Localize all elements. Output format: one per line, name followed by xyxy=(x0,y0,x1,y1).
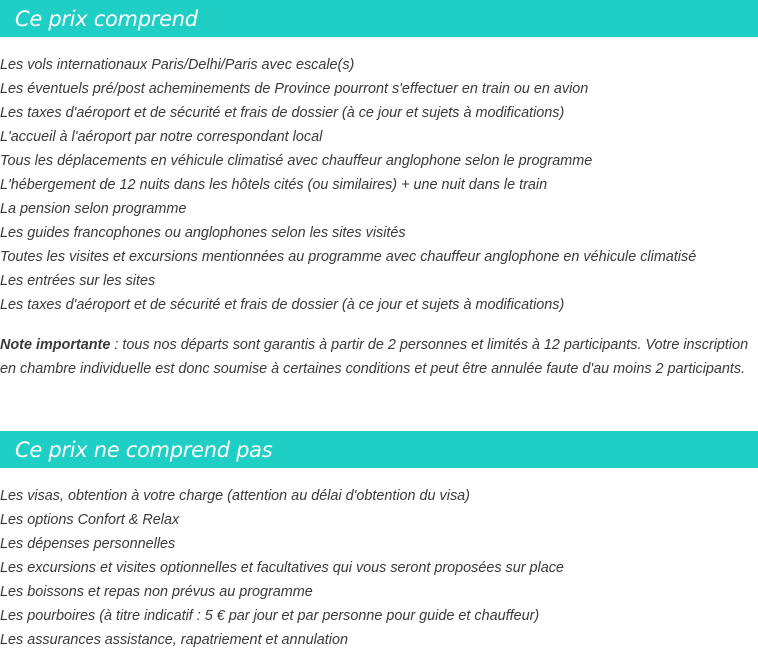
list-item: Les excursions et visites optionnelles et facultatives qui vous seront proposées sur place xyxy=(0,560,564,576)
list-item: Les boissons et repas non prévus au programme xyxy=(0,584,313,600)
excluded-section-title: Ce prix ne comprend pas xyxy=(15,437,273,462)
list-item: Les entrées sur les sites xyxy=(0,273,156,289)
list-item: L'hébergement de 12 nuits dans les hôtels cités (ou similaires) + une nuit dans le train xyxy=(0,177,548,193)
list-item: Les taxes d'aéroport et de sécurité et frais de dossier (à ce jour et sujets à modifications) xyxy=(0,105,565,121)
list-item: Toutes les visites et excursions mentionnées au programme avec chauffeur anglophone en véhicule climatisé xyxy=(0,249,697,265)
included-section-header xyxy=(0,0,758,37)
excluded-list xyxy=(0,484,564,652)
list-item: Les dépenses personnelles xyxy=(0,536,176,552)
list-item: Les visas, obtention à votre charge (attention au délai d'obtention du visa) xyxy=(0,488,470,504)
list-item: Les options Confort & Relax xyxy=(0,512,180,528)
list-item: La pension selon programme xyxy=(0,201,187,217)
list-item: Les éventuels pré/post acheminements de Province pourront s'effectuer en train ou en avion xyxy=(0,81,589,97)
included-list xyxy=(0,53,696,317)
important-note-text: : tous nos départs sont garantis à partir de 2 personnes et limités à 12 participants. Votre inscription en chambre individuelle est donc soumise à certaines conditions et peut être annulée faute d'au moins 2 participants. xyxy=(0,337,749,377)
list-item: Les vols internationaux Paris/Delhi/Paris avec escale(s) xyxy=(0,57,355,73)
list-item: Les guides francophones ou anglophones selon les sites visités xyxy=(0,225,406,241)
list-item: Tous les déplacements en véhicule climatisé avec chauffeur anglophone selon le programme xyxy=(0,153,593,169)
list-item: Les assurances assistance, rapatriement et annulation xyxy=(0,632,348,648)
included-section-title: Ce prix comprend xyxy=(15,6,198,31)
important-note xyxy=(0,333,758,381)
list-item: L'accueil à l'aéroport par notre correspondant local xyxy=(0,129,323,145)
important-note-label: Note importante xyxy=(0,337,111,353)
excluded-section-header xyxy=(0,431,758,468)
list-item: Les pourboires (à titre indicatif : 5 € par jour et par personne pour guide et chauffeur) xyxy=(0,608,540,624)
list-item: Les taxes d'aéroport et de sécurité et frais de dossier (à ce jour et sujets à modifications) xyxy=(0,297,565,313)
